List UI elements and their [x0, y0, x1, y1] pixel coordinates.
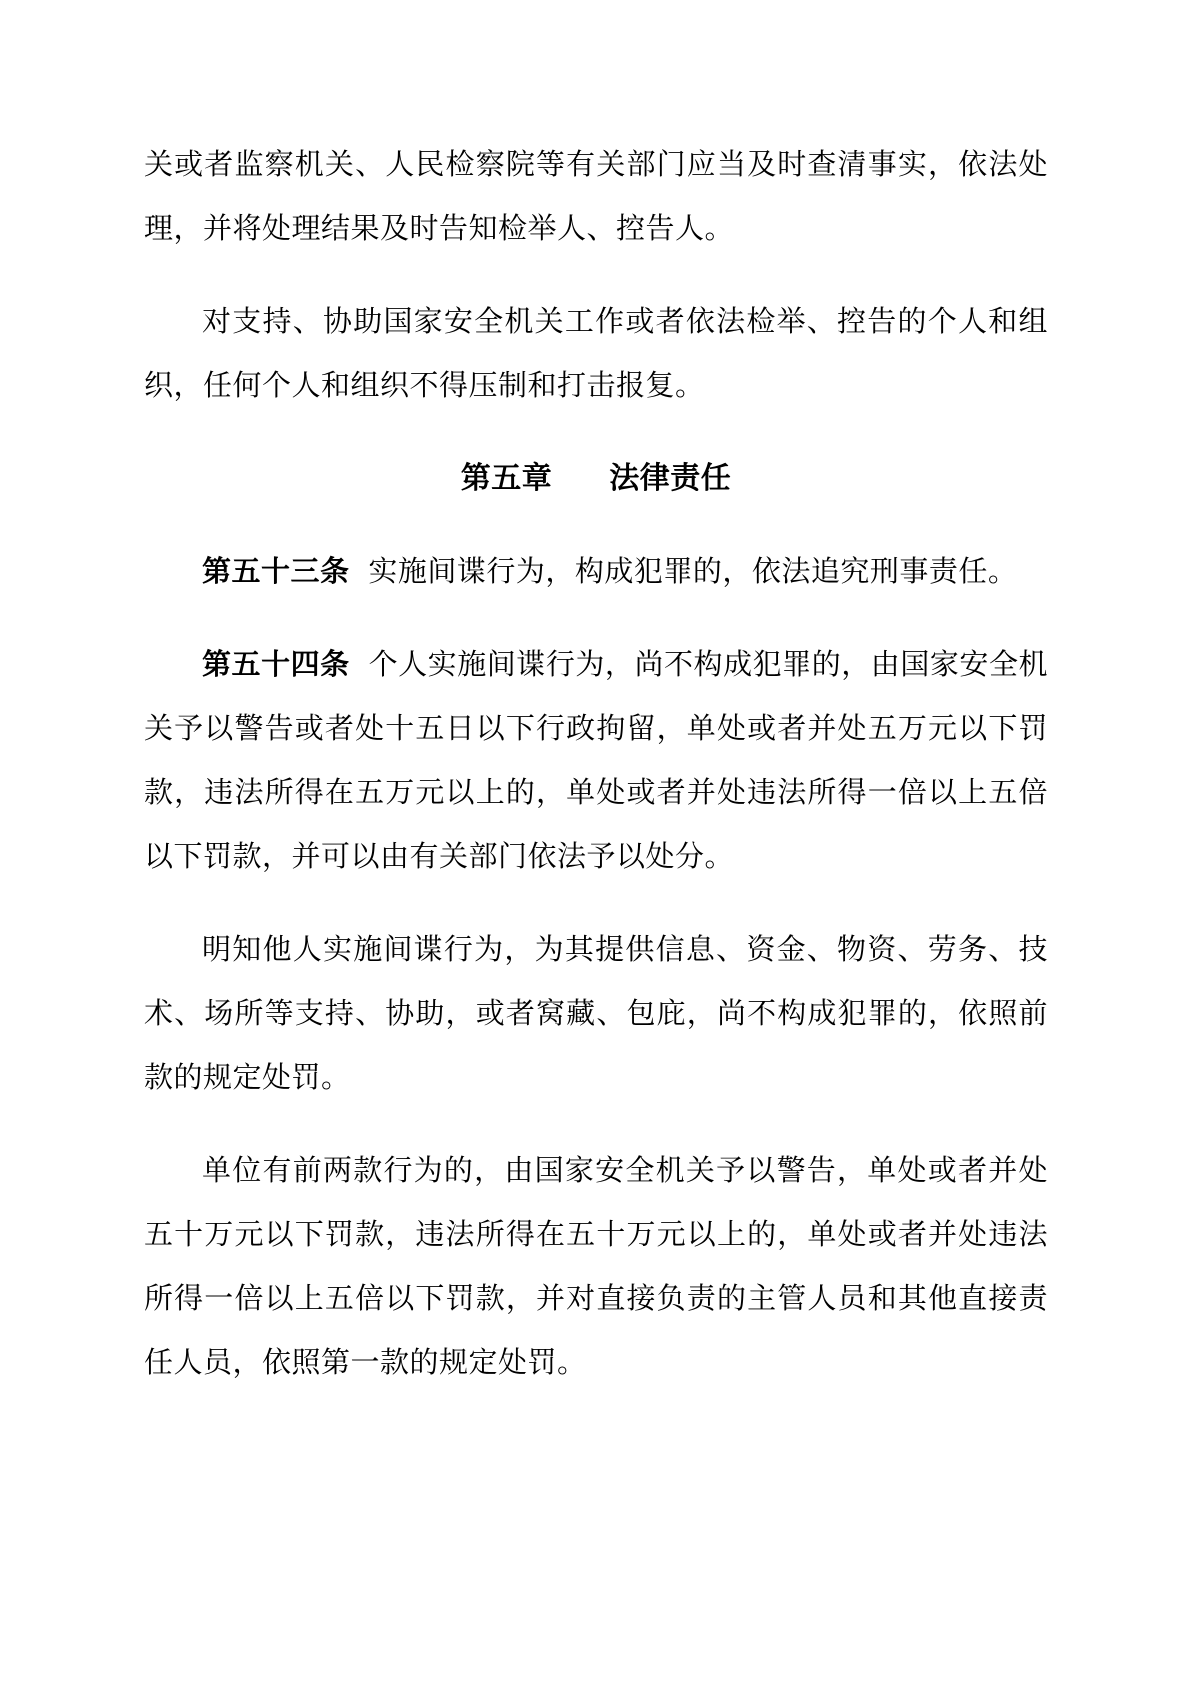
article-54-number: 第五十四条	[202, 649, 350, 681]
paragraph-protection: 对支持、协助国家安全机关工作或者依法检举、控告的个人和组织，任何个人和组织不得压制和打击报复。	[144, 306, 1048, 402]
paragraph-article-54-clause-2: 明知他人实施间谍行为，为其提供信息、资金、物资、劳务、技术、场所等支持、协助，或者窝藏、包庇，尚不构成犯罪的，依照前款的规定处罚。	[144, 934, 1048, 1094]
article-53-number: 第五十三条	[202, 556, 350, 588]
paragraph-article-54-clause-3: 单位有前两款行为的，由国家安全机关予以警告，单处或者并处五十万元以下罚款，违法所得在五十万元以上的，单处或者并处违法所得一倍以上五倍以下罚款，并对直接负责的主管人员和其他直接责任人员，依照第一款的规定处罚。	[144, 1155, 1048, 1379]
paragraph-article-54	[144, 633, 1048, 889]
article-53-text: 实施间谍行为，构成犯罪的，依法追究刑事责任。	[368, 556, 1018, 588]
paragraph-article-53	[144, 540, 1048, 604]
chapter-title: 法律责任	[609, 462, 732, 495]
article-54-text: 个人实施间谍行为，尚不构成犯罪的，由国家安全机关予以警告或者处十五日以下行政拘留，单处或者并处五万元以下罚款，违法所得在五万元以上的，单处或者并处违法所得一倍以上五倍以下罚款，并可以由有关部门依法予以处分。	[144, 649, 1048, 873]
paragraph-continuation: 关或者监察机关、人民检察院等有关部门应当及时查清事实，依法处理，并将处理结果及时告知检举人、控告人。	[144, 149, 1048, 245]
chapter-number: 第五章	[460, 462, 553, 495]
chapter-heading	[144, 447, 1048, 511]
